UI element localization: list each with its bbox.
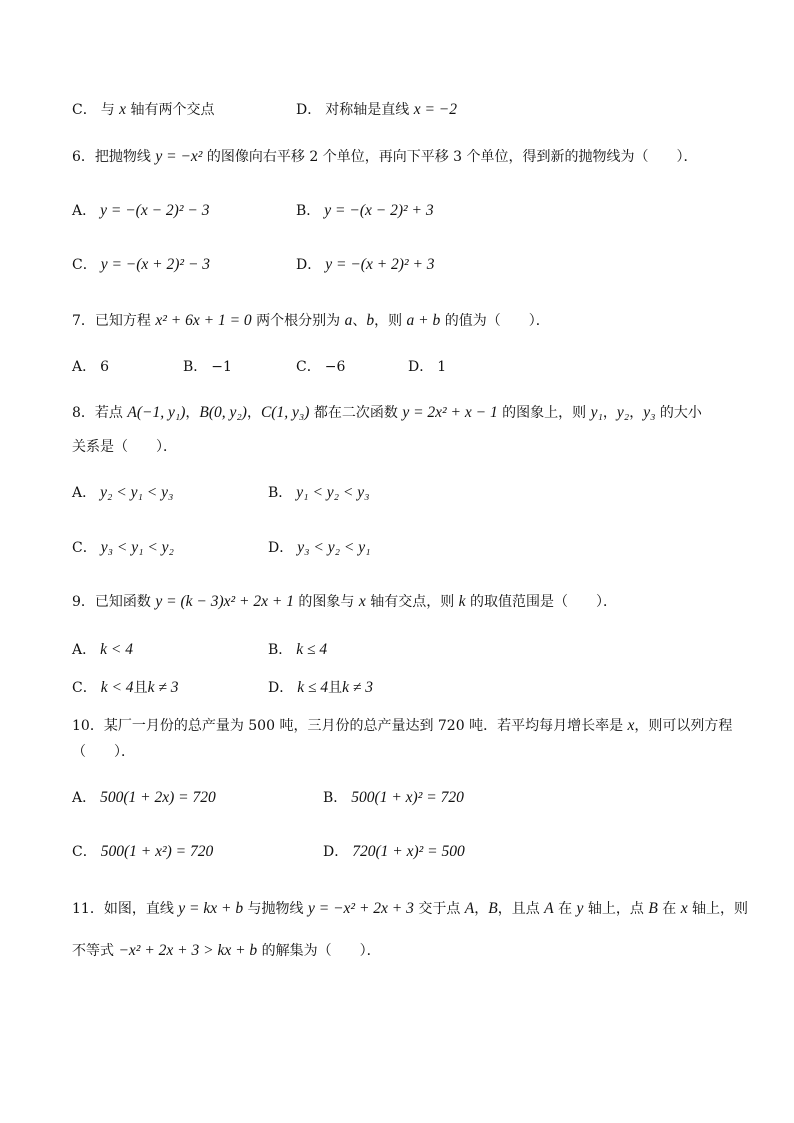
stem-text: 已知函数 <box>94 594 156 610</box>
stem-text: 轴上，点 <box>583 901 649 917</box>
option-label: D． <box>268 540 294 556</box>
q8-option-a <box>72 483 173 503</box>
option-label: B． <box>323 790 348 806</box>
option-value: −6 <box>324 359 346 375</box>
q6-option-a <box>72 201 209 221</box>
option-value: 6 <box>100 359 110 375</box>
stem-text: 的取值范围是（ ）． <box>465 594 617 610</box>
option-math: k < 4 <box>100 679 134 696</box>
stem-math: y = (k − 3)x² + 2x + 1 <box>155 593 294 610</box>
option-label: D． <box>408 359 434 375</box>
option-math: x = −2 <box>413 101 457 118</box>
stem-text: 两个根分别为 <box>251 313 345 329</box>
stem-math: y = −x² <box>155 148 203 165</box>
q6-option-b <box>296 201 434 221</box>
option-math: 500(1 + x²) = 720 <box>100 843 214 860</box>
q7-option-c <box>296 357 345 377</box>
stem-text: 关系是（ ）． <box>72 439 177 455</box>
option-math: 500(1 + 2x) = 720 <box>100 789 216 806</box>
question-number: 11． <box>72 901 104 917</box>
stem-math: A(−1, y₁) <box>127 404 186 421</box>
option-math: y₃ < y₂ < y₁ <box>297 539 371 556</box>
stem-text: 的大小 <box>655 405 702 421</box>
option-label: A． <box>72 203 97 219</box>
stem-text: 若点 <box>94 405 128 421</box>
q8-option-d <box>268 538 370 558</box>
stem-text: ， <box>185 405 200 421</box>
stem-text: 某厂一月份的总产量为 500 吨，三月份的总产量达到 720 吨．若平均每月增长率是 <box>103 718 628 734</box>
stem-math: b <box>366 312 375 329</box>
stem-text: 把抛物线 <box>94 149 156 165</box>
option-text: 且 <box>328 680 343 696</box>
option-label: C． <box>296 359 321 375</box>
stem-text: 轴上，则 <box>687 901 749 917</box>
option-math: y₁ < y₂ < y₃ <box>296 484 370 501</box>
stem-text: 交于点 <box>413 901 465 917</box>
stem-text: ，则可以列方程 <box>634 718 733 734</box>
q7-option-a <box>72 357 109 377</box>
stem-text: 、 <box>352 313 367 329</box>
option-math: k ≤ 4 <box>296 641 328 658</box>
question-number: 10． <box>72 718 104 734</box>
stem-text: 轴有交点，则 <box>365 594 459 610</box>
stem-text: （ ）． <box>72 744 135 760</box>
option-label: D． <box>296 257 322 273</box>
q8-option-b <box>268 483 370 503</box>
option-label: C． <box>72 844 97 860</box>
stem-text: 的值为（ ）． <box>440 313 550 329</box>
stem-math: k <box>458 593 466 610</box>
option-label: A． <box>72 790 97 806</box>
q6-stem <box>72 147 698 167</box>
stem-text: ，则 <box>374 313 407 329</box>
option-math: y = −(x + 2)² + 3 <box>325 256 435 273</box>
stem-text: ， <box>474 901 489 917</box>
option-label: C． <box>72 257 97 273</box>
option-math: y = −(x − 2)² + 3 <box>324 202 434 219</box>
stem-math: y₃ <box>643 404 656 421</box>
option-label: C． <box>72 680 97 696</box>
q11-stem-line2 <box>72 941 381 961</box>
option-label: D． <box>323 844 349 860</box>
stem-math: a + b <box>406 312 441 329</box>
stem-math: A <box>464 900 475 917</box>
option-math: 500(1 + x)² = 720 <box>351 789 464 806</box>
option-math: 720(1 + x)² = 500 <box>352 843 465 860</box>
stem-math: y = −x² + 2x + 3 <box>308 900 414 917</box>
q9-option-b <box>268 640 327 660</box>
option-math: k ≠ 3 <box>147 679 179 696</box>
option-label: B． <box>268 485 293 501</box>
q6-option-c <box>72 255 210 275</box>
option-math: k ≠ 3 <box>342 679 374 696</box>
stem-text: ， <box>246 405 261 421</box>
option-label: D． <box>268 680 294 696</box>
q10-option-d <box>323 842 465 862</box>
q7-option-b <box>183 357 232 377</box>
option-label: C． <box>72 102 97 118</box>
stem-text: 都在二次函数 <box>309 405 403 421</box>
option-math: x <box>119 101 127 118</box>
option-value: 1 <box>437 359 447 375</box>
q8-stem-line2 <box>72 437 177 457</box>
q7-stem <box>72 311 550 331</box>
question-number: 6． <box>72 149 95 165</box>
question-number: 9． <box>72 594 95 610</box>
q10-stem-line2 <box>72 742 135 762</box>
option-label: D． <box>296 102 322 118</box>
q8-stem-line1 <box>72 403 702 423</box>
option-label: C． <box>72 540 97 556</box>
option-label: B． <box>296 203 321 219</box>
stem-text: 已知方程 <box>94 313 156 329</box>
stem-math: y = kx + b <box>178 900 244 917</box>
question-number: 7． <box>72 313 95 329</box>
stem-text: 与抛物线 <box>243 901 308 917</box>
stem-text: ， <box>629 405 644 421</box>
stem-math: a <box>344 312 353 329</box>
q8-option-c <box>72 538 174 558</box>
stem-text: 的图象上，则 <box>497 405 591 421</box>
stem-math: C(1, y₃) <box>260 404 310 421</box>
stem-text: ， <box>602 405 617 421</box>
stem-math: y₁ <box>590 404 603 421</box>
stem-math: A <box>544 900 554 917</box>
stem-text: 不等式 <box>72 943 119 959</box>
q9-stem <box>72 592 617 612</box>
q5-option-d <box>296 100 457 120</box>
option-math: y = −(x + 2)² − 3 <box>100 256 211 273</box>
option-text: 且 <box>133 680 148 696</box>
q6-option-d <box>296 255 435 275</box>
option-math: k ≤ 4 <box>297 679 329 696</box>
stem-text: 在 <box>553 901 577 917</box>
stem-math: B <box>488 900 498 917</box>
option-value: −1 <box>211 359 232 375</box>
option-math: y₂ < y₁ < y₃ <box>100 484 174 501</box>
stem-math: B <box>648 900 658 917</box>
q10-option-b <box>323 788 464 808</box>
stem-math: x <box>627 717 635 734</box>
stem-math: x² + 6x + 1 = 0 <box>155 312 252 329</box>
q9-option-a <box>72 640 133 660</box>
stem-text: 在 <box>657 901 681 917</box>
stem-math: x <box>680 900 688 917</box>
stem-math: y = 2x² + x − 1 <box>402 404 498 421</box>
stem-text: 的图像向右平移 2 个单位，再向下平移 3 个单位，得到新的抛物线为（ ）． <box>202 149 698 165</box>
q9-option-c <box>72 678 178 698</box>
option-text: 轴有两个交点 <box>126 102 215 118</box>
option-label: A． <box>72 642 97 658</box>
stem-text: ，且点 <box>497 901 545 917</box>
stem-text: 的解集为（ ）． <box>257 943 381 959</box>
q11-stem-line1 <box>72 899 748 919</box>
q10-option-c <box>72 842 213 862</box>
option-label: B． <box>183 359 208 375</box>
stem-math: x <box>358 593 366 610</box>
stem-math: −x² + 2x + 3 > kx + b <box>118 942 258 959</box>
stem-math: y₂ <box>616 404 630 421</box>
question-number: 8． <box>72 405 95 421</box>
stem-text: 如图，直线 <box>103 901 179 917</box>
q10-stem-line1 <box>72 716 732 736</box>
option-label: B． <box>268 642 293 658</box>
stem-math: B(0, y₂) <box>199 404 247 421</box>
q7-option-d <box>408 357 446 377</box>
option-math: y₃ < y₁ < y₂ <box>100 539 174 556</box>
option-label: A． <box>72 359 97 375</box>
option-math: k < 4 <box>100 641 133 658</box>
option-text: 与 <box>100 102 120 118</box>
stem-math: y <box>576 900 584 917</box>
option-math: y = −(x − 2)² − 3 <box>100 202 210 219</box>
q9-option-d <box>268 678 373 698</box>
q10-option-a <box>72 788 216 808</box>
stem-text: 的图象与 <box>293 594 359 610</box>
q5-option-c <box>72 100 215 120</box>
option-text: 对称轴是直线 <box>325 102 414 118</box>
option-label: A． <box>72 485 97 501</box>
